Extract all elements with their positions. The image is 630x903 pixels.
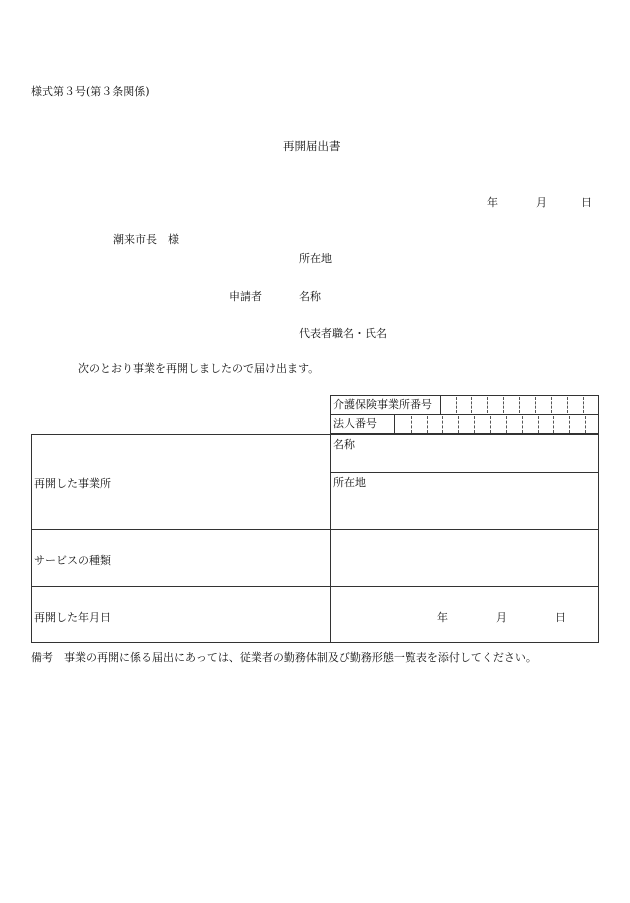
row-divider (330, 472, 598, 473)
applicant-label: 申請者 (229, 290, 262, 303)
digit-divider (474, 416, 475, 433)
remarks-note: 備考 事業の再開に係る届出にあっては、従業者の勤務体制及び勤務形態一覧表を添付してください。 (31, 651, 537, 664)
representative-label: 代表者職名・氏名 (299, 327, 387, 340)
digit-divider (585, 416, 586, 433)
digit-divider (427, 416, 428, 433)
facility-address-label: 所在地 (333, 476, 366, 489)
reopen-day-label: 日 (555, 611, 566, 624)
digit-divider (456, 397, 457, 413)
digit-divider (458, 416, 459, 433)
reopen-month-label: 月 (496, 611, 507, 624)
row-divider (32, 529, 598, 530)
form-number: 様式第３号(第３条関係) (31, 85, 150, 98)
facility-name-label: 名称 (333, 438, 355, 451)
column-divider (330, 435, 331, 642)
digit-divider (490, 416, 491, 433)
digit-divider (411, 416, 412, 433)
code-number-box (330, 395, 599, 434)
digit-divider (551, 397, 552, 413)
intro-text: 次のとおり事業を再開しましたので届け出ます。 (78, 362, 320, 375)
reopening-details-table (31, 434, 599, 643)
corporate-number-label: 法人番号 (331, 415, 395, 434)
date-year-label: 年 (487, 196, 498, 209)
digit-divider (442, 416, 443, 433)
care-insurance-number-row (331, 396, 598, 415)
digit-divider (535, 397, 536, 413)
applicant-address-label: 所在地 (299, 252, 332, 265)
care-insurance-number-label: 介護保険事業所番号 (331, 396, 441, 414)
addressee: 潮来市長 様 (113, 233, 179, 246)
row-divider (32, 586, 598, 587)
document-title: 再開届出書 (283, 139, 341, 153)
reopened-facility-label: 再開した事業所 (34, 477, 111, 490)
date-month-label: 月 (536, 196, 547, 209)
corporate-number-row (331, 415, 598, 434)
digit-divider (519, 397, 520, 413)
digit-divider (567, 397, 568, 413)
applicant-name-label: 名称 (299, 290, 321, 303)
digit-divider (471, 397, 472, 413)
date-day-label: 日 (581, 196, 592, 209)
digit-divider (522, 416, 523, 433)
digit-divider (503, 397, 504, 413)
digit-divider (506, 416, 507, 433)
digit-divider (553, 416, 554, 433)
digit-divider (569, 416, 570, 433)
reopen-year-label: 年 (437, 611, 448, 624)
digit-divider (538, 416, 539, 433)
service-type-label: サービスの種類 (34, 554, 111, 567)
reopen-date-label: 再開した年月日 (34, 611, 111, 624)
digit-divider (583, 397, 584, 413)
digit-divider (487, 397, 488, 413)
